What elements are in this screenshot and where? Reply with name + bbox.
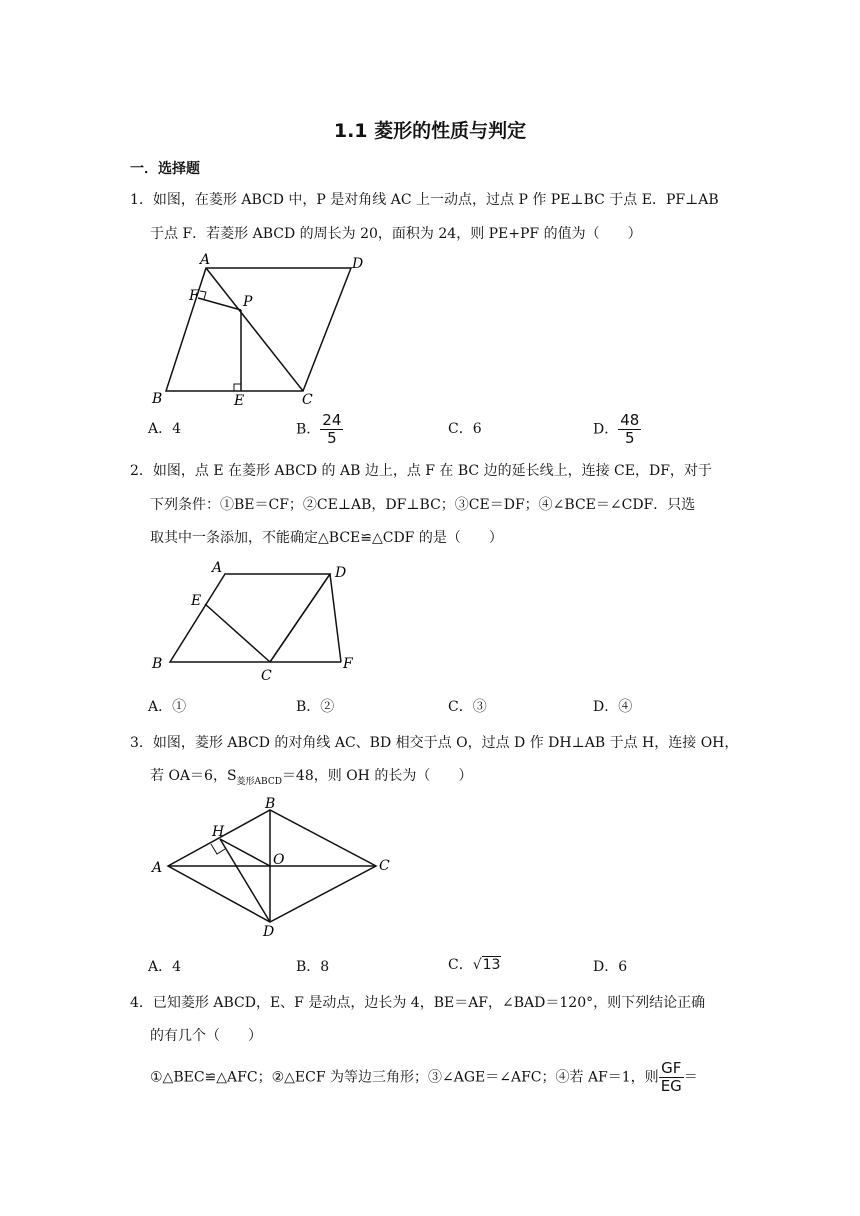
q2-label-A: A [212, 560, 223, 576]
q1-option-b-fraction [320, 412, 343, 447]
q1-option-d-fraction [618, 412, 641, 447]
q3-text-line2 [150, 766, 472, 792]
q1-option-a[interactable]: A．4 [148, 421, 182, 437]
option-prefix: C． [448, 957, 473, 973]
q2-text-line3: 取其中一条添加，不能确定△BCE≌△CDF 的是（ ） [150, 530, 503, 546]
fraction-numerator: 48 [620, 411, 640, 429]
fraction-denominator: EG [660, 1077, 682, 1095]
q1-text-line1: 1．如图，在菱形 ABCD 中，P 是对角线 AC 上一动点，过点 P 作 PE⊥BC 于点 E．PF⊥AB [130, 192, 719, 208]
q1-option-d-prefix: D． [593, 421, 619, 438]
option-prefix: C． [448, 699, 473, 715]
q2-option-c[interactable] [448, 697, 487, 717]
option-value: ③ [472, 699, 487, 715]
q3-option-c[interactable] [448, 955, 501, 975]
q3-label-D: D [263, 924, 275, 940]
q2-label-C: C [261, 668, 272, 684]
q3-label-A: A [152, 860, 163, 876]
q4-equals: ＝ [683, 1069, 698, 1086]
q4-fraction [659, 1060, 684, 1095]
q1-label-P: P [243, 294, 253, 310]
q3-option-a[interactable]: A．4 [148, 959, 182, 975]
q1-text-line2: 于点 F．若菱形 ABCD 的周长为 20，面积为 24，则 PE+PF 的值为（ ） [150, 226, 642, 242]
q3-option-d[interactable]: D．6 [593, 959, 628, 975]
option-value: ④ [618, 699, 633, 715]
q1-label-D: D [352, 256, 364, 272]
q2-label-D: D [335, 565, 347, 581]
q2-label-B: B [152, 656, 163, 672]
q2-option-a[interactable] [148, 697, 186, 717]
page-title: 1.1 菱形的性质与判定 [333, 120, 527, 142]
sqrt-symbol: √13 [472, 957, 501, 973]
q3-text-part-b: ＝48，则 OH 的长为（ ） [281, 768, 473, 784]
q4-text-line3 [150, 1060, 698, 1095]
q1-option-d[interactable] [593, 412, 641, 447]
q1-label-E: E [234, 393, 245, 409]
fraction-numerator: 24 [322, 411, 342, 429]
q3-label-C: C [379, 858, 390, 874]
q3-text-subscript: 菱形ABCD [236, 776, 282, 787]
q1-label-F: F [189, 288, 199, 304]
q1-label-B: B [152, 391, 163, 407]
fraction-denominator: 5 [625, 429, 635, 447]
q3-label-H: H [212, 824, 225, 840]
option-prefix: A． [148, 699, 173, 715]
q3-option-b[interactable]: B．8 [296, 959, 330, 975]
q1-option-b[interactable] [296, 412, 343, 447]
q2-label-F: F [343, 656, 353, 672]
section-heading: 一．选择题 [130, 161, 200, 177]
option-value: ② [320, 699, 335, 715]
q4-text-line1: 4．已知菱形 ABCD，E、F 是动点，边长为 4，BE＝AF，∠BAD＝120°，则下列结论正确 [130, 995, 706, 1011]
q2-text-line2: 下列条件：①BE＝CF；②CE⊥AB，DF⊥BC；③CE＝DF；④∠BCE＝∠CDF．只选 [150, 497, 696, 513]
q3-label-B: B [265, 796, 276, 812]
q1-figure [148, 248, 378, 410]
q2-label-E: E [191, 593, 202, 609]
q1-option-c[interactable]: C．6 [448, 421, 482, 437]
q2-text-line1: 2．如图，点 E 在菱形 ABCD 的 AB 边上，点 F 在 BC 边的延长线上，连接 CE，DF，对于 [130, 463, 712, 479]
q2-option-d[interactable] [593, 697, 632, 717]
option-prefix: B． [296, 699, 321, 715]
q1-option-b-prefix: B． [296, 421, 321, 438]
q3-text-line1: 3．如图，菱形 ABCD 的对角线 AC、BD 相交于点 O，过点 D 作 DH⊥AB 于点 H，连接 OH， [130, 735, 739, 751]
q4-statements: ①△BEC≌△AFC；②△ECF 为等边三角形；③∠AGE＝∠AFC；④若 AF＝1，则 [150, 1069, 659, 1086]
q2-figure [148, 560, 368, 684]
fraction-denominator: 5 [327, 429, 337, 447]
q3-label-O: O [273, 852, 285, 868]
option-prefix: D． [593, 699, 619, 715]
q4-text-line2: 的有几个（ ） [150, 1028, 262, 1044]
q2-option-b[interactable] [296, 697, 334, 717]
q1-label-A: A [200, 252, 211, 268]
q3-text-part-a: 若 OA＝6，S [150, 768, 237, 784]
q1-label-C: C [302, 392, 313, 408]
fraction-numerator: GF [659, 1060, 684, 1078]
option-value: ① [172, 699, 187, 715]
q3-figure [148, 796, 398, 942]
sqrt-radicand: 13 [482, 957, 501, 973]
